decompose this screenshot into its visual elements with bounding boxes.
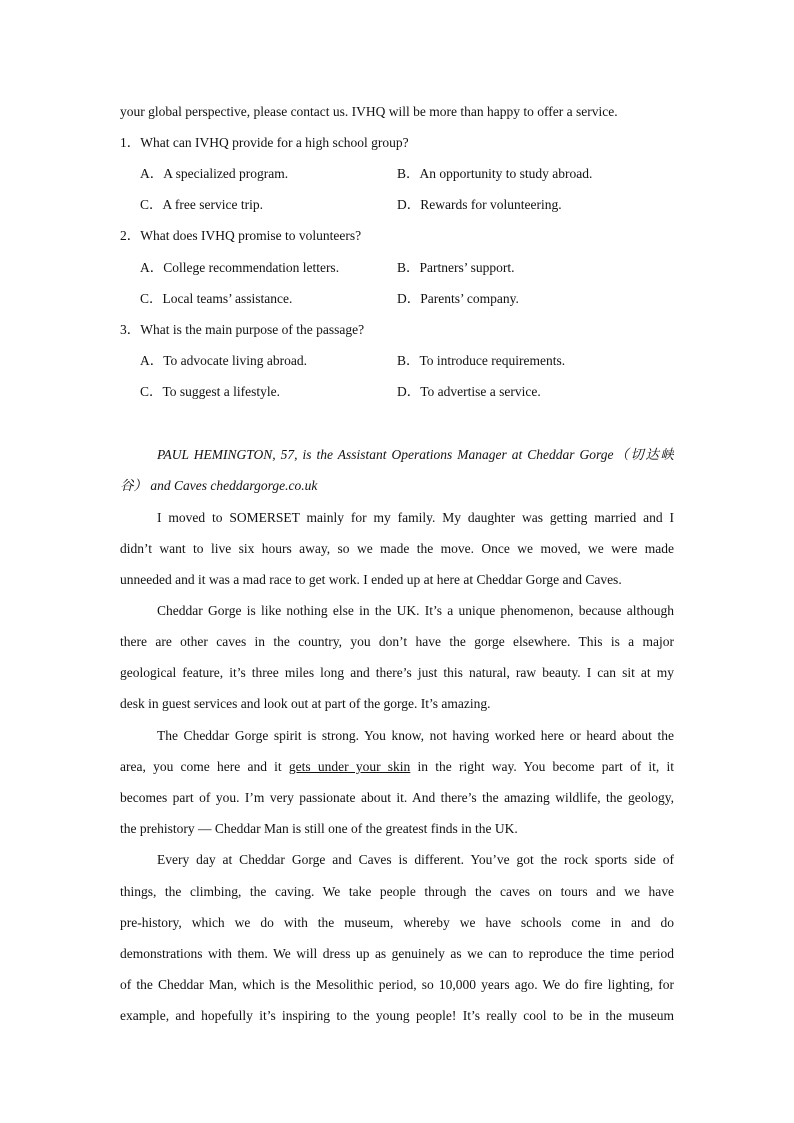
paragraph-3-line-2 — [120, 759, 674, 775]
question-2-option-c: C．Local teams’ assistance. — [140, 291, 293, 306]
question-2-stem: 2．What does IVHQ promise to volunteers? — [120, 228, 362, 243]
paragraph-1-line-3: unneeded and it was a mad race to get work. I ended up at here at Cheddar Gorge and Caves. — [120, 572, 622, 587]
paragraph-4-line-3: pre-history, which we do with the museum, whereby we have schools come in and do — [120, 915, 674, 930]
question-1-option-d: D．Rewards for volunteering. — [397, 197, 562, 212]
question-3-option-a: A．To advocate living abroad. — [140, 353, 308, 368]
paragraph-3-line-1: The Cheddar Gorge spirit is strong. You know, not having worked here or heard about the — [157, 728, 674, 743]
question-3-option-b: B．To introduce requirements. — [397, 353, 566, 368]
intro-tail-text: your global perspective, please contact us. IVHQ will be more than happy to offer a service. — [120, 104, 618, 119]
paragraph-1-line-1: I moved to SOMERSET mainly for my family. My daughter was getting married and I — [157, 510, 674, 525]
question-2-option-a: A．College recommendation letters. — [140, 260, 340, 275]
paragraph-3-line-2-post: in the right way. You become part of it, it — [417, 759, 674, 774]
question-1-option-a: A．A specialized program. — [140, 166, 289, 181]
paragraph-3-line-3: becomes part of you. I’m very passionate about it. And there’s the amazing wildlife, the geology, — [120, 790, 674, 805]
question-3-option-c: C．To suggest a lifestyle. — [140, 384, 281, 399]
paragraph-1-line-2: didn’t want to live six hours away, so we made the move. Once we moved, we were made — [120, 541, 674, 556]
question-2-option-b: B．Partners’ support. — [397, 260, 515, 275]
question-1-option-b: B．An opportunity to study abroad. — [397, 166, 593, 181]
question-3-option-d: D．To advertise a service. — [397, 384, 541, 399]
paragraph-4-line-1: Every day at Cheddar Gorge and Caves is different. You’ve got the rock sports side of — [157, 852, 674, 867]
paragraph-3-line-4: the prehistory — Cheddar Man is still one of the greatest finds in the UK. — [120, 821, 518, 836]
paragraph-2-line-4: desk in guest services and look out at part of the gorge. It’s amazing. — [120, 696, 491, 711]
question-2-option-d: D．Parents’ company. — [397, 291, 519, 306]
paragraph-4-line-4: demonstrations with them. We will dress up as genuinely as we can to reproduce the time period — [120, 946, 674, 961]
paragraph-4-line-5: of the Cheddar Man, which is the Mesolithic period, so 10,000 years ago. We do fire lighting, for — [120, 977, 674, 992]
paragraph-2-line-3: geological feature, it’s three miles long and there’s just this natural, raw beauty. I can sit at my — [120, 665, 674, 680]
passage-heading-line-1: PAUL HEMINGTON, 57, is the Assistant Operations Manager at Cheddar Gorge（切达峡 — [157, 447, 674, 462]
underlined-phrase: gets under your skin — [288, 759, 411, 774]
paragraph-2-line-1: Cheddar Gorge is like nothing else in the UK. It’s a unique phenomenon, because although — [157, 603, 674, 618]
paragraph-3-line-2-pre: area, you come here and it — [120, 759, 282, 774]
paragraph-4-line-6: example, and hopefully it’s inspiring to the young people! It’s really cool to be in the museum — [120, 1008, 674, 1023]
passage-heading-line-2: 谷） and Caves cheddargorge.co.uk — [120, 478, 318, 493]
paragraph-2-line-2: there are other caves in the country, you don’t have the gorge elsewhere. This is a major — [120, 634, 674, 649]
paragraph-4-line-2: things, the climbing, the caving. We take people through the caves on tours and we have — [120, 884, 674, 899]
question-3-stem: 3．What is the main purpose of the passage? — [120, 322, 365, 337]
question-1-stem: 1．What can IVHQ provide for a high school group? — [120, 135, 409, 150]
question-1-option-c: C．A free service trip. — [140, 197, 263, 212]
